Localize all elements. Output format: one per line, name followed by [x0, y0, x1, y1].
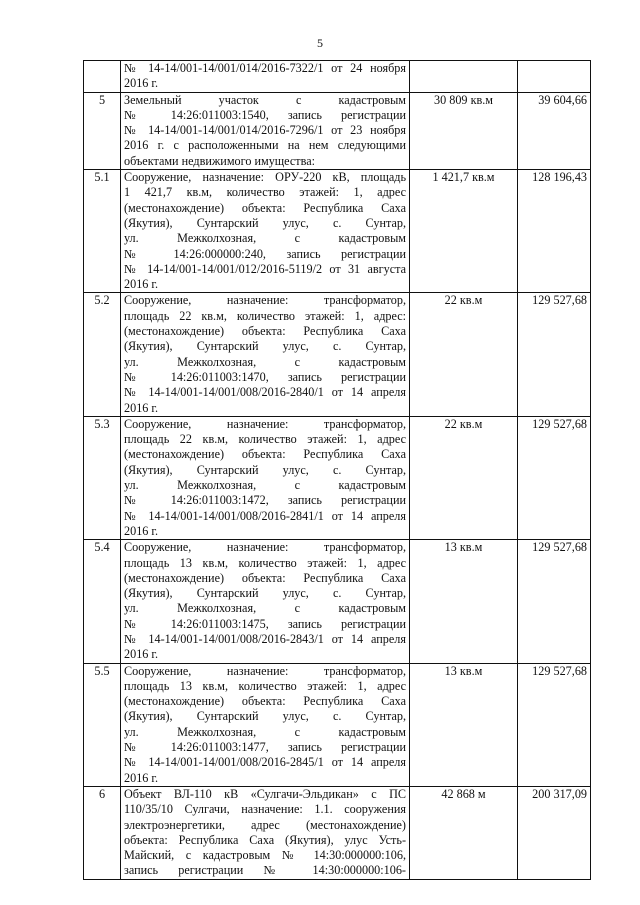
object-value: 129 527,68: [518, 293, 591, 416]
object-area: 22 кв.м: [410, 293, 518, 416]
property-table: [83, 60, 591, 880]
object-value: 39 604,66: [518, 92, 591, 169]
property-table-body: [84, 61, 591, 880]
description-line: № 14-14/001-14/001/008/2016-2840/1 от 14 апреля: [124, 385, 406, 400]
description-line: (местонахождение) объекта: Республика Саха: [124, 570, 406, 585]
object-value: 129 527,68: [518, 663, 591, 786]
object-description: [121, 170, 410, 293]
object-description: [121, 540, 410, 663]
table-row: [84, 293, 591, 416]
object-description: [121, 416, 410, 539]
description-line: Сооружение, назначение: трансформатор,: [124, 663, 406, 678]
description-line: № 14:26:000000:240, запись регистрации: [124, 246, 406, 261]
description-line: № 14-14/001-14/001/012/2016-5119/2 от 31 августа: [124, 261, 406, 276]
description-line: № 14:26:011003:1475, запись регистрации: [124, 616, 406, 631]
description-line: Сооружение, назначение: трансформатор,: [124, 540, 406, 555]
description-line: 2016 г.: [124, 76, 159, 91]
description-line: площадь 22 кв.м, количество этажей: 1, адрес:: [124, 308, 406, 323]
description-line: электроэнергетики, адрес (местонахождение): [124, 817, 406, 832]
row-number: 5.1: [84, 170, 121, 293]
object-area: 30 809 кв.м: [410, 92, 518, 169]
description-line: № 14:26:011003:1540, запись регистрации: [124, 107, 406, 122]
description-line: № 14:26:011003:1477, запись регистрации: [124, 740, 406, 755]
description-line: объекта: Республика Саха (Якутия), улус Усть-: [124, 832, 406, 847]
description-line: ул. Межколхозная, с кадастровым: [124, 231, 406, 246]
row-number: 5.5: [84, 663, 121, 786]
object-value: 129 527,68: [518, 416, 591, 539]
description-line: (Якутия), Сунтарский улус, с. Сунтар,: [124, 462, 406, 477]
object-description: [121, 61, 410, 93]
table-row: [84, 540, 591, 663]
description-line: 2016 г. с расположенными на нем следующими: [124, 138, 406, 153]
description-line: № 14-14/001-14/001/014/2016-7296/1 от 23 ноября: [124, 123, 406, 138]
description-line: 110/35/10 Сулгачи, назначение: 1.1. сооружения: [124, 802, 406, 817]
description-line: Сооружение, назначение: ОРУ-220 кВ, площадь: [124, 170, 406, 185]
row-number: 5.3: [84, 416, 121, 539]
description-line: запись регистрации № 14:30:000000:106-: [124, 863, 406, 878]
description-line: № 14:26:011003:1472, запись регистрации: [124, 493, 406, 508]
row-number: 6: [84, 786, 121, 879]
description-line: Сооружение, назначение: трансформатор,: [124, 416, 406, 431]
table-row: [84, 92, 591, 169]
description-line: объектами недвижимого имущества:: [124, 153, 316, 168]
description-line: № 14:26:011003:1470, запись регистрации: [124, 369, 406, 384]
description-line: 2016 г.: [124, 277, 159, 292]
object-area: 22 кв.м: [410, 416, 518, 539]
object-description: [121, 663, 410, 786]
object-area: [410, 61, 518, 93]
object-description: [121, 293, 410, 416]
description-line: ул. Межколхозная, с кадастровым: [124, 724, 406, 739]
object-description: [121, 786, 410, 879]
description-line: (Якутия), Сунтарский улус, с. Сунтар,: [124, 586, 406, 601]
object-area: 42 868 м: [410, 786, 518, 879]
description-line: (местонахождение) объекта: Республика Саха: [124, 324, 406, 339]
row-number: 5.4: [84, 540, 121, 663]
description-line: № 14-14/001-14/001/008/2016-2843/1 от 14 апреля: [124, 631, 406, 646]
description-line: (местонахождение) объекта: Республика Саха: [124, 200, 406, 215]
object-value: 128 196,43: [518, 170, 591, 293]
description-line: Сооружение, назначение: трансформатор,: [124, 293, 406, 308]
row-number: 5: [84, 92, 121, 169]
description-line: ул. Межколхозная, с кадастровым: [124, 478, 406, 493]
description-line: площадь 22 кв.м, количество этажей: 1, адрес: [124, 432, 406, 447]
description-line: ул. Межколхозная, с кадастровым: [124, 354, 406, 369]
table-row: [84, 170, 591, 293]
table-row: [84, 663, 591, 786]
row-number: 5.2: [84, 293, 121, 416]
description-line: 2016 г.: [124, 647, 159, 662]
description-line: Майский, с кадастровым № 14:30:000000:106,: [124, 848, 406, 863]
description-line: Объект ВЛ-110 кВ «Сулгачи-Эльдикан» с ПС: [124, 786, 406, 801]
description-line: (Якутия), Сунтарский улус, с. Сунтар,: [124, 339, 406, 354]
description-line: площадь 13 кв.м, количество этажей: 1, адрес: [124, 555, 406, 570]
table-row: [84, 61, 591, 93]
description-line: (Якутия), Сунтарский улус, с. Сунтар,: [124, 709, 406, 724]
description-line: (Якутия), Сунтарский улус, с. Сунтар,: [124, 215, 406, 230]
description-line: 2016 г.: [124, 770, 159, 785]
description-line: (местонахождение) объекта: Республика Саха: [124, 447, 406, 462]
description-line: № 14-14/001-14/001/014/2016-7322/1 от 24 ноября: [124, 61, 406, 75]
object-area: 13 кв.м: [410, 540, 518, 663]
description-line: 2016 г.: [124, 523, 159, 538]
description-line: (местонахождение) объекта: Республика Саха: [124, 694, 406, 709]
object-description: [121, 92, 410, 169]
description-line: № 14-14/001-14/001/008/2016-2841/1 от 14 апреля: [124, 508, 406, 523]
description-line: № 14-14/001-14/001/008/2016-2845/1 от 14 апреля: [124, 755, 406, 770]
object-area: 13 кв.м: [410, 663, 518, 786]
page-number: 5: [317, 36, 323, 50]
description-line: 1 421,7 кв.м, количество этажей: 1, адрес: [124, 185, 406, 200]
object-value: 129 527,68: [518, 540, 591, 663]
description-line: 2016 г.: [124, 400, 159, 415]
object-area: 1 421,7 кв.м: [410, 170, 518, 293]
description-line: Земельный участок с кадастровым: [124, 92, 406, 107]
object-value: 200 317,09: [518, 786, 591, 879]
table-row: [84, 416, 591, 539]
description-line: ул. Межколхозная, с кадастровым: [124, 601, 406, 616]
row-number: [84, 61, 121, 93]
object-value: [518, 61, 591, 93]
table-row: [84, 786, 591, 879]
description-line: площадь 13 кв.м, количество этажей: 1, адрес: [124, 678, 406, 693]
